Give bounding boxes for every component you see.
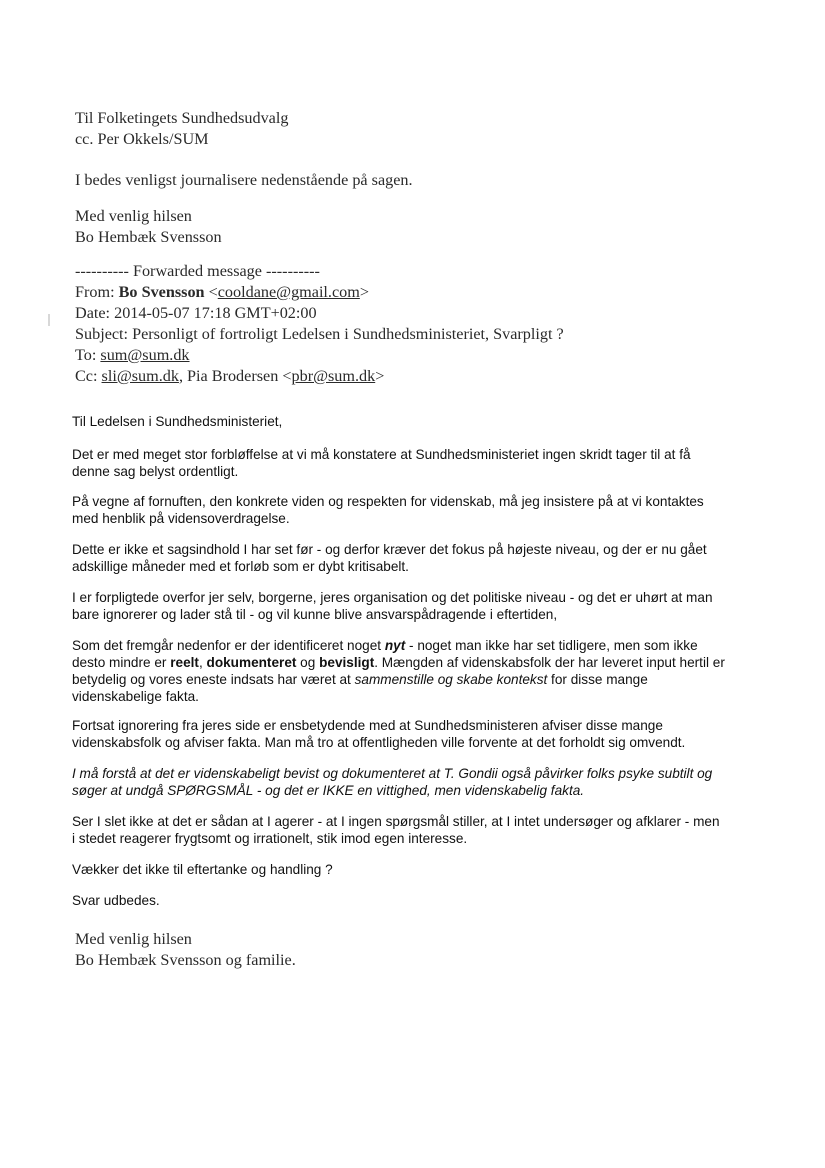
letter-paragraph-9 [72,861,740,878]
p5-text: Som det fremgår nedenfor er der identificeret noget [72,638,385,653]
forwarded-subject-row [75,324,755,345]
cover-to-line: Til Folketingets Sundhedsudvalg [75,109,289,127]
letter-paragraph-6 [72,717,740,751]
p7-line-1: I må forstå at det er videnskabeligt bevist og dokumenteret at T. Gondii også påvirker folks psyke subtilt og [72,766,713,781]
from-email-link[interactable]: cooldane@gmail.com [217,283,360,301]
cover-signoff [75,206,755,248]
p5-emphasis-bevisligt: bevisligt [319,655,375,670]
p5-emphasis-nyt: nyt [384,638,406,653]
p1-line-1: Det er med meget stor forbløffelse at vi må konstatere at Sundhedsministeriet ingen skridt tager til at få [72,447,691,462]
p8-line-2: i stedet reagerer frygtsomt og irrationelt, stik imod egen interesse. [72,831,468,846]
from-email-close: > [359,283,369,301]
scan-margin-mark [48,314,50,326]
p5-line-2 [72,654,740,671]
forwarded-from-row [75,282,755,303]
salutation-text: Til Ledelsen i Sundhedsministeriet, [72,414,283,429]
p2-line-2: med henblik på vidensoverdragelse. [72,511,290,526]
to-label: To: [75,346,97,364]
cc-email-link-1[interactable]: sli@sum.dk [101,367,179,385]
date-label: Date: [75,304,111,322]
from-email-open: < [208,283,218,301]
letter-paragraph-3 [72,541,740,575]
cover-cc-line: cc. Per Okkels/SUM [75,130,209,148]
p5-line-3 [72,671,740,688]
p10-line: Svar udbedes. [72,893,160,908]
forwarded-cc-row [75,366,755,387]
p5-text: , [198,655,207,670]
letter-paragraph-5 [72,637,740,705]
subject-value: Personligt of fortroligt Ledelsen i Sundhedsministeriet, Svarpligt ? [132,325,564,343]
closing-greeting: Med venlig hilsen [75,930,192,948]
p7-line-2: søger at undgå SPØRGSMÅL - og det er IKKE en vittighed, men videnskabelig fakta. [72,783,585,798]
from-name: Bo Svensson [118,283,205,301]
p6-line-1: Fortsat ignorering fra jeres side er ensbetydende med at Sundhedsministeren afviser disse mange [72,718,663,733]
forwarded-date-row [75,303,755,324]
p5-text: - noget man ikke har set tidligere, men som ikke [405,638,698,653]
cover-request [75,170,755,191]
cc-label: Cc: [75,367,98,385]
letter-paragraph-4 [72,589,740,623]
letter-paragraph-7 [72,765,740,799]
forwarded-separator: ---------- Forwarded message ---------- [75,262,320,280]
cover-addressees [75,108,755,150]
subject-label: Subject: [75,325,129,343]
p4-line-1: I er forpligtede overfor jer selv, borgerne, jeres organisation og det politiske niveau - og det er uhørt at man [72,590,713,605]
forwarded-header [75,261,755,387]
p5-text: betydelig og vores eneste indsats har været at [72,672,355,687]
to-email-link[interactable]: sum@sum.dk [100,346,190,364]
letter-salutation [72,413,740,430]
p5-emphasis-kontekst: sammenstille og skabe kontekst [354,672,548,687]
cover-greeting: Med venlig hilsen [75,207,192,225]
letter-paragraph-10 [72,892,740,909]
p5-text: og [296,655,320,670]
p5-emphasis-dokumenteret: dokumenteret [206,655,297,670]
cc-separator: , [178,367,188,385]
from-label: From: [75,283,115,301]
p3-line-1: Dette er ikke et sagsindhold I har set før - og derfor kræver det fokus på højeste niveau, og der er nu gået [72,542,707,557]
p5-line-1 [72,637,740,654]
p5-line-4: videnskabelige fakta. [72,689,199,704]
p3-line-2: adskillige måneder med et forløb som er dybt kritisabelt. [72,559,409,574]
cover-request-text: I bedes venligst journalisere nedenstående på sagen. [75,171,413,189]
letter-paragraph-8 [72,813,740,847]
cover-name: Bo Hembæk Svensson [75,228,222,246]
letter-paragraph-2 [72,493,740,527]
p6-line-2: videnskabsfolk og afviser fakta. Man må tro at offentligheden ville forvente at det forholdt sig omvendt. [72,735,686,750]
letter-paragraph-1 [72,446,740,480]
cc-email-close: > [375,367,385,385]
p5-emphasis-reelt: reelt [170,655,199,670]
cc-email-link-2[interactable]: pbr@sum.dk [291,367,376,385]
p1-line-2: denne sag belyst ordentligt. [72,464,239,479]
closing-signature: Bo Hembæk Svensson og familie. [75,951,296,969]
forwarded-to-row [75,345,755,366]
p9-line: Vækker det ikke til eftertanke og handling ? [72,862,333,877]
cc-email-open: < [282,367,292,385]
p2-line-1: På vegne af fornuften, den konkrete viden og respekten for videnskab, må jeg insistere på at vi kontaktes [72,494,704,509]
date-value: 2014-05-07 17:18 GMT+02:00 [114,304,317,322]
p8-line-1: Ser I slet ikke at det er sådan at I agerer - at I ingen spørgsmål stiller, at I intet undersøger og afklarer - men [72,814,720,829]
p5-text: for disse mange [547,672,648,687]
letter-signoff [75,929,755,971]
p5-text: desto mindre er [72,655,171,670]
p4-line-2: bare ignorerer og lader stå til - og vil kunne blive ansvarspådragende i eftertiden, [72,607,558,622]
p5-text: . Mængden af videnskabsfolk der har leveret input hertil er [374,655,725,670]
cc-name-2: Pia Brodersen [187,367,279,385]
